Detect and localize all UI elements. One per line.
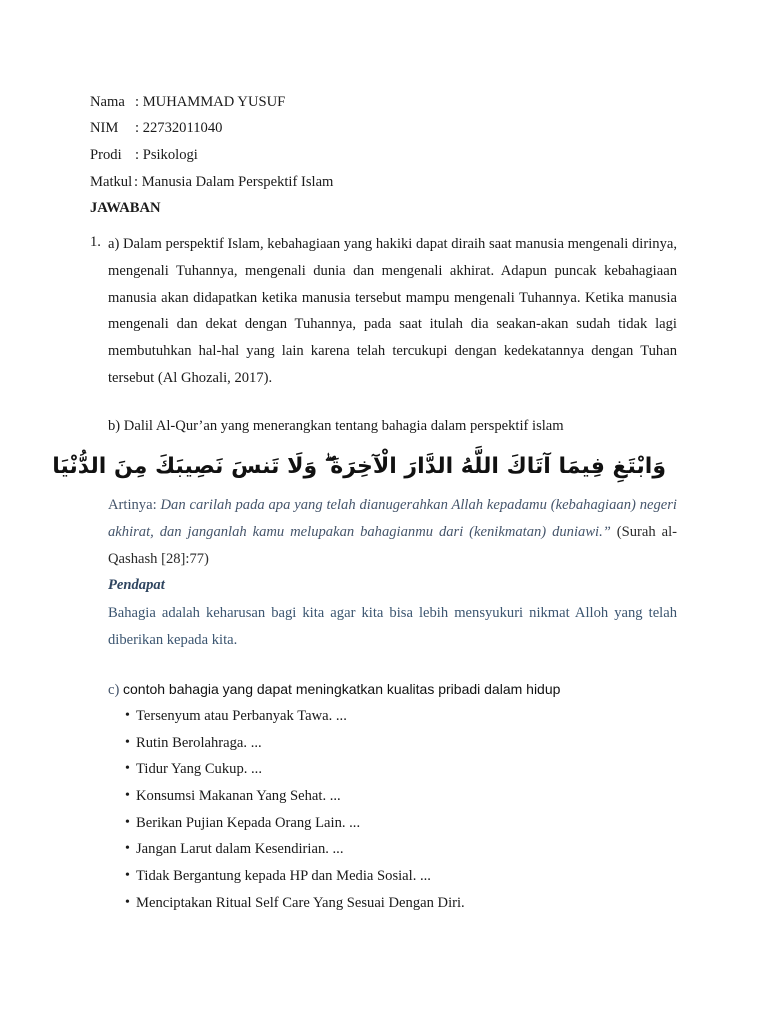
list-item bbox=[125, 759, 465, 786]
verse-translation bbox=[108, 492, 677, 573]
question-number: 1. bbox=[90, 234, 101, 250]
nama-label: Nama bbox=[90, 94, 125, 110]
identity-row-nama bbox=[90, 92, 286, 112]
list-item bbox=[125, 839, 465, 866]
list-item-text: Tidur Yang Cukup. ... bbox=[136, 761, 262, 778]
list-item bbox=[125, 893, 465, 920]
matkul-label: Matkul bbox=[90, 174, 133, 190]
pendapat-paragraph: Bahagia adalah keharusan bagi kita agar kita bisa lebih mensyukuri nikmat Alloh yang telah diberikan kepada kita. bbox=[108, 605, 677, 648]
list-item-text: Berikan Pujian Kepada Orang Lain. ... bbox=[136, 814, 361, 831]
list-item bbox=[125, 733, 465, 760]
list-item bbox=[125, 813, 465, 840]
bullet-icon: • bbox=[125, 788, 130, 804]
artinya-text: Dan carilah pada apa yang telah dianugerahkan Allah kepadamu (kebahagiaan) negeri akhirat, dan janganlah kamu melupakan bahagianmu dari (kenikmatan) duniawi.” bbox=[108, 497, 677, 540]
bullet-icon: • bbox=[125, 708, 130, 723]
list-item-text: Tersenyum atau Perbanyak Tawa. ... bbox=[136, 708, 347, 724]
list-item-text: Rutin Berolahraga. ... bbox=[136, 734, 262, 751]
pendapat-heading: Pendapat bbox=[108, 577, 165, 593]
list-item bbox=[125, 706, 465, 733]
identity-row-nim bbox=[90, 118, 223, 138]
bullet-icon: • bbox=[125, 841, 130, 857]
matkul-value: : Manusia Dalam Perspektif Islam bbox=[134, 174, 334, 190]
answer-c-title-text: contoh bahagia yang dapat meningkatkan kualitas pribadi dalam hidup bbox=[123, 681, 561, 697]
answer-c-letter: c) bbox=[108, 682, 123, 698]
list-item bbox=[125, 786, 465, 813]
nim-value: : 22732011040 bbox=[135, 120, 223, 136]
nama-value: : MUHAMMAD YUSUF bbox=[135, 94, 286, 110]
nim-label: NIM bbox=[90, 120, 119, 136]
prodi-value: : Psikologi bbox=[135, 147, 198, 163]
list-item-text: Menciptakan Ritual Self Care Yang Sesuai Dengan Diri. bbox=[136, 894, 465, 911]
answer-c-list bbox=[125, 706, 465, 920]
bullet-icon: • bbox=[125, 761, 130, 777]
answer-b-title: b) Dalil Al-Qur’an yang menerangkan tentang bahagia dalam perspektif islam bbox=[108, 418, 564, 434]
identity-row-prodi bbox=[90, 145, 198, 165]
bullet-icon: • bbox=[125, 894, 130, 910]
verse-source: (Surah al-Qashash [28]:77) bbox=[108, 524, 677, 567]
list-item-text: Jangan Larut dalam Kesendirian. ... bbox=[136, 841, 344, 858]
bullet-icon: • bbox=[125, 868, 130, 884]
list-item bbox=[125, 866, 465, 893]
answer-a-paragraph: a) Dalam perspektif Islam, kebahagiaan yang hakiki dapat diraih saat manusia mengenali dirinya, mengenali Tuhannya, mengenali dunia dan mengenali akhirat. Adapun puncak kebahagiaan manusia akan didapatkan ketika manusia tersebut mampu mengenali Tuhannya. Ketika manusia mengenali dan dekat dengan Tuhannya, pada saat itulah dia seakan-akan sudah tidak lagi membutuhkan hal-hal yang lain karena telah tercukupi dengan kedekatannya dengan Tuhan tersebut (Al Ghozali, 2017). bbox=[108, 236, 677, 386]
prodi-label: Prodi bbox=[90, 147, 122, 163]
artinya-label: Artinya: bbox=[108, 497, 161, 513]
list-item-text: Konsumsi Makanan Yang Sehat. ... bbox=[136, 788, 341, 805]
bullet-icon: • bbox=[125, 814, 130, 830]
answer-c-title bbox=[108, 679, 560, 700]
identity-row-matkul bbox=[90, 172, 334, 192]
quran-verse-arabic: وَابْتَغِ فِيمَا آتَاكَ اللَّهُ الدَّارَ الْآخِرَةَ ۖ وَلَا تَنسَ نَصِيبَكَ مِنَ الدُّنْيَا bbox=[52, 454, 666, 479]
bullet-icon: • bbox=[125, 734, 130, 750]
list-item-text: Tidak Bergantung kepada HP dan Media Sosial. ... bbox=[136, 868, 431, 885]
answer-heading: JAWABAN bbox=[90, 200, 161, 216]
